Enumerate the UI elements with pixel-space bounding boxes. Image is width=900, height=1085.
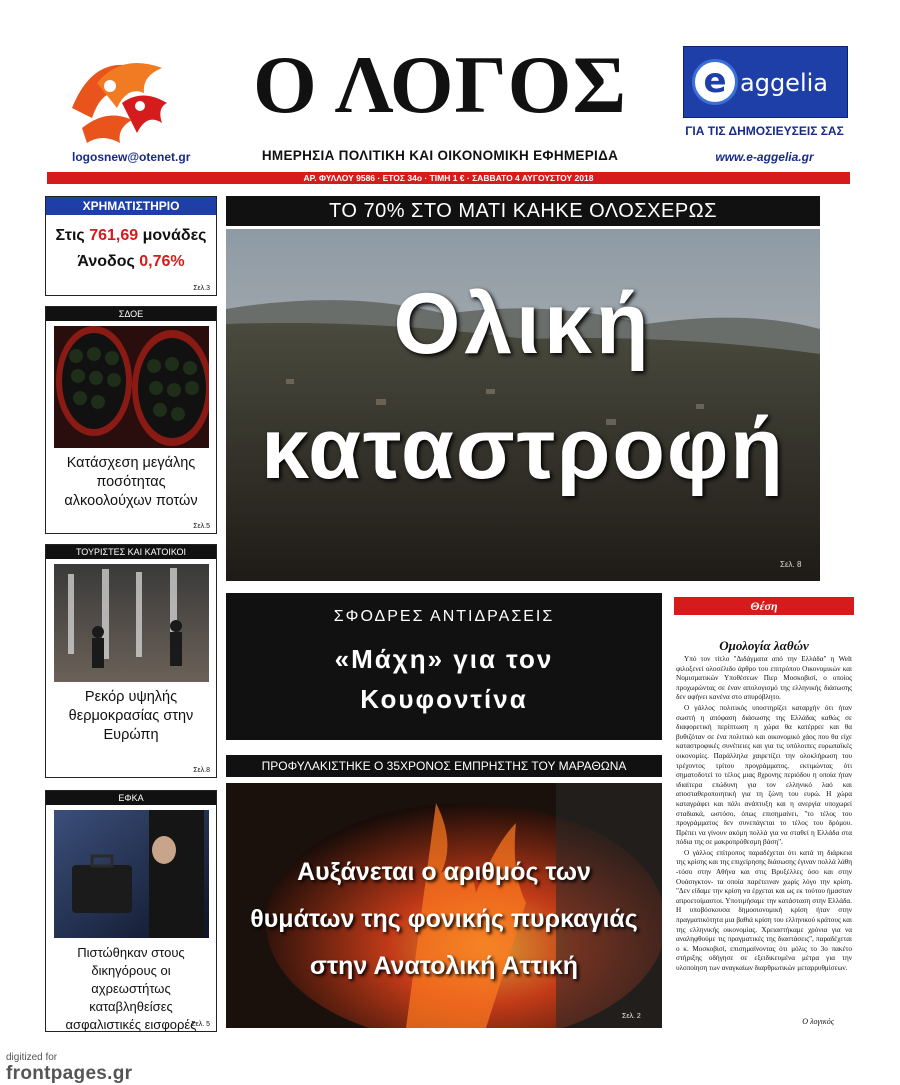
lead-headline-line2[interactable]: καταστροφή: [261, 401, 785, 497]
efka-caption: Πιστώθηκαν στους δικηγόρους οι αχρεωστήτως καταβληθείσες ασφαλιστικές εισφορές: [65, 945, 197, 1032]
heatwave-heading: ΤΟΥΡΙΣΤΕΣ ΚΑΙ ΚΑΤΟΙΚΟΙ: [46, 545, 216, 559]
second-story-headline-line2[interactable]: Κουφοντίνα: [360, 684, 528, 714]
stock-market-heading: ΧΡΗΜΑΤΙΣΤΗΡΙΟ: [46, 197, 216, 215]
page-ref: Σελ.8: [193, 767, 210, 774]
stock-market-change: Άνοδος 0,76%: [77, 253, 185, 270]
stock-market-percent: 0,76%: [139, 253, 185, 270]
editorial-title[interactable]: Ομολογία λαθών: [719, 638, 809, 653]
editorial-paragraph: Ο γάλλος επίτροπος παραδέχεται ότι κατά τη διάρκεια της κρίσης και της επιχείρησης διάσωσης έγιναν πολλά λάθη -τόσο στην Αθήνα και στις Βρυξέλλες όσο και στην Ουάσιγκτον- τα οποία παρέτειναν χωρίς λόγο την κρίση. "Δεν είδαμε την κρίση να έρχεται και ως εκ τούτου ήμασταν απροετοίμαστοι. Υποτιμήσαμε την κατάσταση στην Ελλάδα. Η υποβόσκουσα δημοσιονομική κρίση ήταν στην πραγματικότητα μια βαθιά κρίση του ελληνικού κράτους και της ελληνικής οικονομίας. Χρειαστήκαμε χρόνια για να αναληφθούμε τις πραγματικές της διαστάσεις", παραδέχεται ο κ. Μοσκοβισί, επισημαίνοντας ότι μόλις το 3ο πακέτο στήριξης οδήγησε σε εξειδικευμένα μέτρα για την υλοποίηση των αναγκαίων διαρθρωτικών μεταρρυθμίσεων.: [676, 848, 852, 972]
ad-logo-word: aggelia: [740, 69, 828, 97]
page-ref: Σελ.5: [193, 523, 210, 530]
third-story-headline-line2[interactable]: θυμάτων της φονικής πυρκαγιάς: [250, 905, 638, 933]
page-ref: Σελ.3: [632, 730, 649, 737]
ad-website-link[interactable]: www.e-aggelia.gr: [715, 150, 814, 164]
editorial-signature: Ο λογικός: [802, 1017, 834, 1026]
page-ref: Σελ. 2: [622, 1013, 641, 1020]
stock-market-points: Στις 761,69 μονάδες: [55, 227, 207, 244]
watermark-line1: digitized for: [6, 1052, 58, 1063]
page-ref: Σελ.3: [193, 285, 210, 292]
e-logo-icon: e: [692, 59, 738, 105]
watermark-line2[interactable]: frontpages.gr: [6, 1063, 133, 1084]
page-ref: Σελ. 8: [780, 560, 802, 569]
lead-headline-line1[interactable]: Ολική: [393, 276, 653, 372]
newspaper-title: Ο ΛΟΓΟΣ: [252, 39, 628, 130]
fountain-photo: [54, 564, 209, 682]
editorial-paragraph: Ο γάλλος πολιτικός υποστηρίζει καταρχήν ότι ήταν σωστή η απόφαση διάσωσης της Ελλάδας καθώς σε διαφορετική περίπτωση η χώρα θα κατέρρεε και θα βυθιζόταν σε ένα πολιτικό και οικονομικό χάος που θα είχε καταστροφικές συνέπειες και για τις υπόλοιπες ευρωπαϊκές οικονομίες. Παράλληλα χαιρετίζει την ολοκλήρωση του τρέχοντος τρίτου προγράμματος, εκτιμώντας ότι σηματοδοτεί το τέλος μιας 8χρονης περιόδου η οποία ήταν ιδιαίτερα επώδυνη για τον ελληνικό λαό και αποσταθεροποιητική για τη ζώνη του ευρώ. Η χώρα καταγράφει και πάλι ανάπτυξη και η ανεργία υποχωρεί σταδιακά, ωστόσο, όπως επισημαίνει, "το τέλος του προγράμματος δεν συνεπάγεται το τέλος του δρόμου. Πρέπει να γίνουν ακόμη πολλά για να σταθεί η Ελλάδα στα πόδια της σε μακροπρόθεσμη βάση".: [676, 703, 852, 847]
stock-market-value: 761,69: [89, 227, 139, 244]
ad-tagline: ΓΙΑ ΤΙΣ ΔΗΜΟΣΙΕΥΣΕΙΣ ΣΑΣ: [685, 124, 844, 138]
third-story-headline-line1[interactable]: Αυξάνεται ο αριθμός των: [297, 858, 591, 886]
efka-box[interactable]: [45, 790, 217, 1032]
sdoe-heading: ΣΔΟΕ: [46, 307, 216, 321]
e-aggelia-ad-logo[interactable]: [683, 46, 848, 118]
efka-heading: ΕΦΚΑ: [46, 791, 216, 805]
editorial-paragraph: Υπό τον τίτλο "Διδάγματα από την Ελλάδα" η Welt φιλοξενεί ολοσέλιδο άρθρο του επιτρόπου Οικονομικών και Νομισματικών Υποθέσεων Πιερ Μοσκοβισί, ο οποίος προχωρώντας σε έναν απολογισμό της ελληνικής διάσωσης δεν αφήνει κανένα στο απυρόβλητο.: [676, 655, 852, 702]
lead-kicker: ΤΟ 70% ΣΤΟ ΜΑΤΙ ΚΑΗΚΕ ΟΛΟΣΧΕΡΩΣ: [226, 196, 820, 226]
sdoe-box[interactable]: [45, 306, 217, 534]
lawyer-briefcase-photo: [54, 810, 209, 938]
newspaper-subtitle: ΗΜΕΡΗΣΙΑ ΠΟΛΙΤΙΚΗ ΚΑΙ ΟΙΚΟΝΟΜΙΚΗ ΕΦΗΜΕΡΙΔΑ: [261, 148, 619, 163]
newspaper-logo-illustration: [62, 48, 182, 148]
second-story-headline-line1[interactable]: «Μάχη» για τον: [334, 644, 554, 674]
heatwave-box[interactable]: [45, 544, 217, 778]
sdoe-caption: Κατάσχεση μεγάλης ποσότητας αλκοολούχων ποτών: [64, 455, 198, 509]
issue-info-bar: ΑΡ. ΦΥΛΛΟΥ 9586 · ΕΤΟΣ 34ο · ΤΙΜΗ 1 € · ΣΑΒΒΑΤΟ 4 ΑΥΓΟΥΣΤΟΥ 2018: [47, 172, 850, 184]
editorial-section-label: Θέση: [674, 597, 854, 615]
third-story-kicker: ΠΡΟΦΥΛΑΚΙΣΤΗΚΕ Ο 35ΧΡΟΝΟΣ ΕΜΠΡΗΣΤΗΣ ΤΟΥ ΜΑΡΑΘΩΝΑ: [226, 755, 662, 777]
contact-email[interactable]: logosnew@otenet.gr: [72, 150, 191, 164]
heatwave-caption: Ρεκόρ υψηλής θερμοκρασίας στην Ευρώπη: [68, 689, 194, 743]
editorial-body: [676, 655, 852, 975]
bottles-photo: [54, 326, 209, 448]
stock-market-box[interactable]: [45, 196, 217, 296]
third-story-headline-line3[interactable]: στην Ανατολική Αττική: [309, 952, 579, 980]
second-story-kicker: ΣΦΟΔΡΕΣ ΑΝΤΙΔΡΑΣΕΙΣ: [333, 608, 555, 625]
page-ref: Σελ. 5: [191, 1021, 210, 1028]
